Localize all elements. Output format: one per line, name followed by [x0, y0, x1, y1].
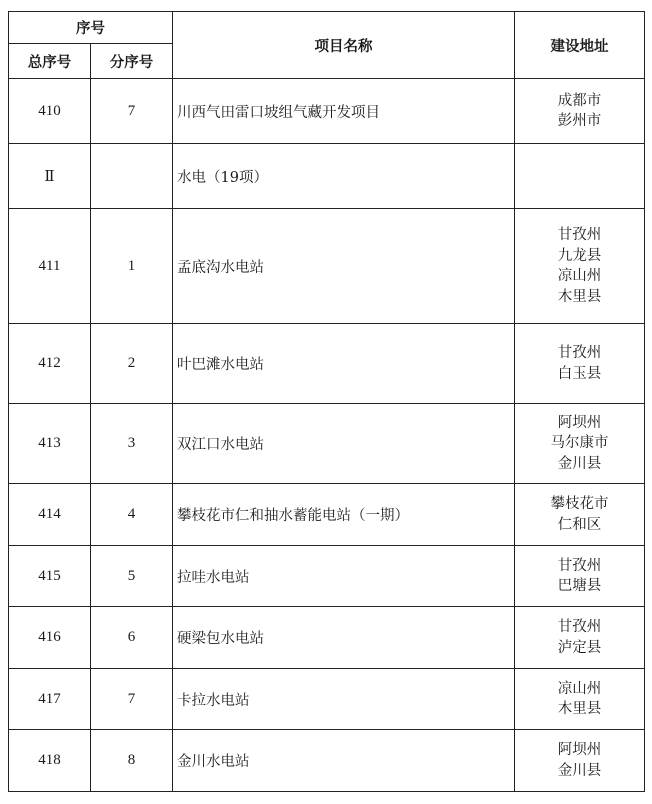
cell-sub-seq — [91, 144, 173, 209]
header-total-seq: 总序号 — [9, 44, 91, 79]
location-line: 白玉县 — [557, 365, 602, 382]
projects-table — [8, 11, 645, 792]
location-line: 攀枝花市 — [550, 496, 609, 512]
cell-location — [515, 209, 645, 324]
cell-total-seq: Ⅱ — [9, 144, 91, 209]
cell-location — [515, 669, 645, 730]
cell-location — [515, 79, 645, 144]
location-line: 马尔康市 — [550, 435, 609, 452]
cell-sub-seq: 1 — [91, 209, 173, 324]
cell-total-seq: 417 — [9, 669, 91, 730]
cell-sub-seq: 8 — [91, 730, 173, 792]
cell-total-seq: 411 — [9, 209, 91, 324]
table-row — [9, 144, 645, 209]
cell-project-name: 攀枝花市仁和抽水蓄能电站（一期） — [173, 484, 515, 546]
table-row — [9, 79, 645, 144]
location-line: 木里县 — [557, 701, 602, 717]
location-line: 彭州市 — [557, 113, 602, 129]
cell-total-seq: 413 — [9, 404, 91, 484]
table-row — [9, 324, 645, 404]
cell-location — [515, 404, 645, 484]
location-line: 成都市 — [557, 92, 602, 109]
header-seq: 序号 — [9, 12, 173, 44]
cell-total-seq: 412 — [9, 324, 91, 404]
table-body — [9, 79, 645, 792]
location-line: 木里县 — [557, 288, 602, 305]
cell-location — [515, 607, 645, 669]
cell-project-name: 硬梁包水电站 — [173, 607, 515, 669]
location-line: 金川县 — [557, 455, 602, 472]
cell-location — [515, 546, 645, 607]
cell-sub-seq: 5 — [91, 546, 173, 607]
cell-location — [515, 730, 645, 792]
cell-sub-seq: 6 — [91, 607, 173, 669]
cell-location — [515, 484, 645, 546]
cell-sub-seq: 4 — [91, 484, 173, 546]
table-row — [9, 404, 645, 484]
table-row — [9, 209, 645, 324]
cell-project-name: 孟底沟水电站 — [173, 209, 515, 324]
cell-project-name: 川西气田雷口坡组气藏开发项目 — [173, 79, 515, 144]
cell-total-seq: 414 — [9, 484, 91, 546]
cell-sub-seq: 7 — [91, 669, 173, 730]
table-row — [9, 484, 645, 546]
location-line: 甘孜州 — [557, 227, 602, 243]
location-line: 甘孜州 — [557, 619, 602, 635]
table-row — [9, 607, 645, 669]
cell-sub-seq: 3 — [91, 404, 173, 484]
cell-project-name: 拉哇水电站 — [173, 546, 515, 607]
location-line: 九龙县 — [557, 247, 602, 264]
location-line: 金川县 — [557, 762, 602, 779]
location-line: 阿坝州 — [557, 414, 602, 431]
table-row — [9, 730, 645, 792]
location-line: 巴塘县 — [557, 578, 602, 594]
table-row — [9, 546, 645, 607]
location-line: 凉山州 — [557, 680, 602, 697]
cell-project-name: 金川水电站 — [173, 730, 515, 792]
cell-location — [515, 144, 645, 209]
location-line: 甘孜州 — [557, 557, 602, 574]
cell-project-name: 叶巴滩水电站 — [173, 324, 515, 404]
location-line: 仁和区 — [557, 516, 602, 533]
cell-total-seq: 410 — [9, 79, 91, 144]
cell-project-name: 水电（19项） — [173, 144, 515, 209]
location-line: 凉山州 — [557, 268, 602, 284]
cell-sub-seq: 7 — [91, 79, 173, 144]
cell-project-name: 卡拉水电站 — [173, 669, 515, 730]
cell-total-seq: 418 — [9, 730, 91, 792]
header-project-name: 项目名称 — [173, 12, 515, 79]
table-row — [9, 669, 645, 730]
cell-sub-seq: 2 — [91, 324, 173, 404]
cell-total-seq: 416 — [9, 607, 91, 669]
location-line: 甘孜州 — [557, 345, 602, 361]
header-sub-seq: 分序号 — [91, 44, 173, 79]
cell-project-name: 双江口水电站 — [173, 404, 515, 484]
location-line: 泸定县 — [557, 639, 602, 656]
cell-total-seq: 415 — [9, 546, 91, 607]
location-line: 阿坝州 — [557, 742, 602, 758]
header-location: 建设地址 — [515, 12, 645, 79]
cell-location — [515, 324, 645, 404]
